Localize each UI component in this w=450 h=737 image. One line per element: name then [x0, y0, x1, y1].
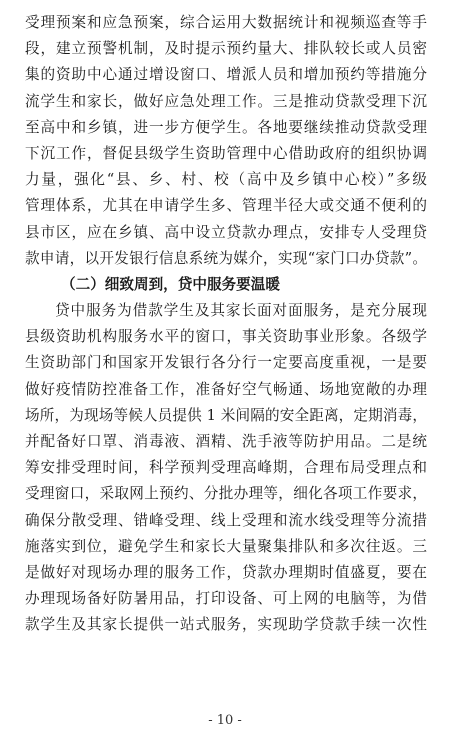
text-line: 施落实到位，避免学生和家长大量聚集排队和多次往返。三	[25, 537, 427, 555]
text-line: 至高中和乡镇，进一步方便学生。各地要继续推动贷款受理	[25, 118, 427, 136]
text-line: 段，建立预警机制，及时提示预约量大、排队较长或人员密	[25, 40, 427, 58]
text-line: 下沉工作，督促县级学生资助管理中心借助政府的组织协调	[25, 144, 427, 162]
text-line: 办理现场备好防暑用品，打印设备、可上网的电脑等，为借	[25, 590, 427, 608]
section-heading: （二）细致周到，贷中服务要温暖	[61, 275, 280, 293]
text-line: 县市区，应在乡镇、高中设立贷款办理点，安排专人受理贷	[25, 223, 427, 241]
text-line: 生资助部门和国家开发银行各分行一定要高度重视，一是要	[25, 354, 427, 372]
text-line: 做好疫情防控准备工作，准备好空气畅通、场地宽敞的办理	[25, 380, 427, 398]
paragraph-2	[25, 298, 427, 638]
paragraph-1	[25, 10, 427, 272]
text-line: 款学生及其家长提供一站式服务，实现助学贷款手续一次性	[25, 616, 427, 634]
page-number: - 10 -	[208, 713, 242, 728]
text-line: 确保分散受理、错峰受理、线上受理和流水线受理等分流措	[25, 511, 427, 529]
text-line: 集的资助中心通过增设窗口、增派人员和增加预约等措施分	[25, 66, 427, 84]
text-line: 筹安排受理时间，科学预判受理高峰期，合理布局受理点和	[25, 459, 427, 477]
text-line: 受理窗口，采取网上预约、分批办理等，细化各项工作要求，	[25, 485, 427, 503]
text-line: 是做好对现场办理的服务工作，贷款办理期时值盛夏，要在	[25, 563, 427, 581]
text-line-first: 贷中服务为借款学生及其家长面对面服务，是充分展现	[55, 302, 427, 320]
text-line: 场所，为现场等候人员提供 1 米间隔的安全距离，定期消毒，	[25, 406, 427, 424]
text-line: 流学生和家长，做好应急处理工作。三是推动贷款受理下沉	[25, 92, 427, 110]
text-line: 并配备好口罩、消毒液、酒精、洗手液等防护用品。二是统	[25, 433, 427, 450]
document-page	[25, 10, 427, 639]
text-line: 受理预案和应急预案，综合运用大数据统计和视频巡查等手	[25, 14, 427, 31]
text-line: 款申请，以开发银行信息系统为媒介，实现“家门口办贷款”。	[25, 249, 427, 267]
text-line: 管理体系，尤其在申请学生多、管理半径大或交通不便利的	[25, 197, 427, 215]
text-line: 县级资助机构服务水平的窗口，事关资助事业形象。各级学	[25, 328, 427, 346]
text-line: 力量，强化“县、乡、村、校（高中及乡镇中心校）”多级	[25, 171, 427, 189]
